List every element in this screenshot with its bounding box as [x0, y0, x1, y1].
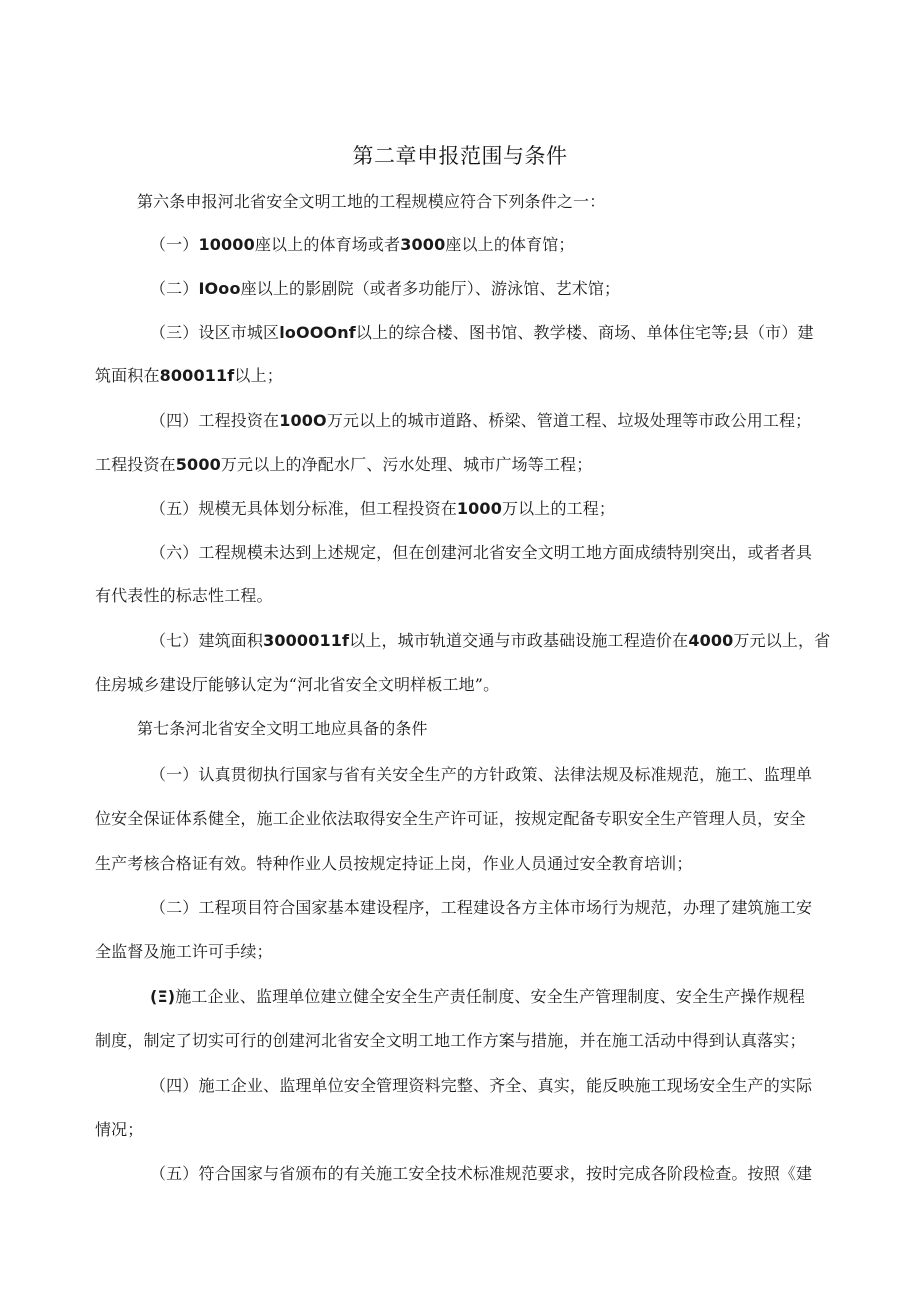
- article7-item3-line1: (Ξ)施工企业、监理单位建立健全安全生产责任制度、安全生产管理制度、安全生产操作规程: [150, 987, 806, 1006]
- article7-item2-line2: 全监督及施工许可手续；: [95, 942, 273, 961]
- article7-item2-line1: （二）工程项目符合国家基本建设程序，工程建设各方主体市场行为规范，办理了建筑施工安: [150, 898, 813, 917]
- article7-item4-line1: （四）施工企业、监理单位安全管理资料完整、齐全、真实，能反映施工现场安全生产的实际: [150, 1076, 813, 1095]
- article6-item3-line1: （三）设区市城区loOOOnf以上的综合楼、图书馆、教学楼、商场、单体住宅等;县（市）建: [150, 323, 814, 342]
- article6-item7-line1: （七）建筑面积3000011f以上，城市轨道交通与市政基础设施工程造价在4000万元以上，省: [150, 631, 831, 650]
- article6-item5: （五）规模无具体划分标准，但工程投资在1000万以上的工程；: [150, 499, 616, 518]
- article6-item6-line2: 有代表性的标志性工程。: [95, 586, 273, 605]
- article7-item3-line2: 制度，制定了切实可行的创建河北省安全文明工地工作方案与措施，并在施工活动中得到认真落实；: [95, 1031, 806, 1050]
- chapter-title: 第二章申报范围与条件: [352, 144, 568, 168]
- article6-item4-line2: 工程投资在5000万元以上的净配水厂、污水处理、城市广场等工程；: [95, 455, 593, 474]
- article6-item3-line2: 筑面积在800011f以上；: [95, 366, 283, 385]
- article7-item5-line1: （五）符合国家与省颁布的有关施工安全技术标准规范要求，按时完成各阶段检查。按照《建: [150, 1164, 813, 1183]
- article6-item7-line2: 住房城乡建设厅能够认定为“河北省安全文明样板工地”。: [95, 675, 500, 694]
- article7-item4-line2: 情况；: [95, 1120, 144, 1139]
- article6-item1: （一）10000座以上的体育场或者3000座以上的体育馆；: [150, 235, 575, 254]
- article7-item1-line3: 生产考核合格证有效。特种作业人员按规定持证上岗，作业人员通过安全教育培训；: [95, 854, 693, 873]
- article7-item1-line2: 位安全保证体系健全，施工企业依法取得安全生产许可证，按规定配备专职安全生产管理人员，安全: [95, 809, 806, 828]
- article6-item6-line1: （六）工程规模未达到上述规定，但在创建河北省安全文明工地方面成绩特别突出，或者者具: [150, 543, 813, 562]
- article7-heading: 第七条河北省安全文明工地应具备的条件: [137, 719, 428, 738]
- article7-item1-line1: （一）认真贯彻执行国家与省有关安全生产的方针政策、法律法规及标准规范，施工、监理单: [150, 765, 813, 784]
- article6-item4-line1: （四）工程投资在100O万元以上的城市道路、桥梁、管道工程、垃圾处理等市政公用工程；: [150, 411, 812, 430]
- article6-heading: 第六条申报河北省安全文明工地的工程规模应符合下列条件之一：: [137, 192, 606, 211]
- article6-item2: （二）IOoo座以上的影剧院（或者多功能厅）、游泳馆、艺术馆；: [150, 279, 621, 298]
